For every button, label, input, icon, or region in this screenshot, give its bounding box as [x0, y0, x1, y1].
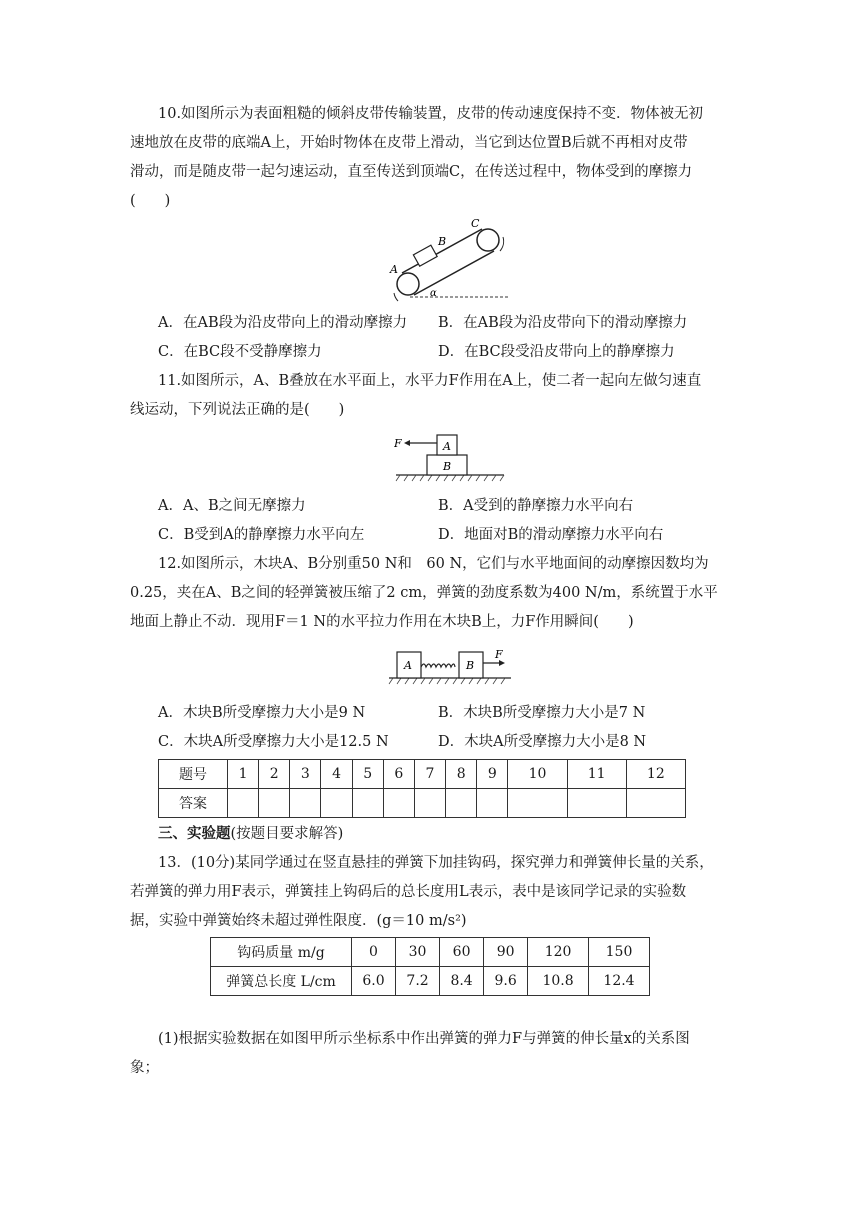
- q13-sub1-line-1: (1)根据实验数据在如图甲所示坐标系中作出弹簧的弹力F与弹簧的伸长量x的关系图: [158, 1031, 690, 1047]
- q10-option-a: A．在AB段为沿皮带向上的滑动摩擦力: [158, 315, 408, 331]
- q11-line-1: 11.如图所示，A、B叠放在水平面上，水平力F作用在A上，使二者一起向左做匀速直: [158, 373, 702, 389]
- question-number: 8: [446, 760, 477, 789]
- question-number: 10: [508, 760, 567, 789]
- experiment-data-table: [210, 937, 650, 996]
- label-c: C: [471, 217, 480, 230]
- q12-option-d: D．木块A所受摩擦力大小是8 N: [438, 734, 647, 750]
- q12-line-2: 0.25，夹在A、B之间的轻弹簧被压缩了2 cm，弹簧的劲度系数为400 N/m，系统置于水平: [130, 585, 718, 601]
- q12-option-a: A．木块B所受摩擦力大小是9 N: [158, 705, 366, 721]
- answer-cell[interactable]: [446, 789, 477, 818]
- answer-cell[interactable]: [228, 789, 259, 818]
- label-b: B: [443, 460, 452, 473]
- table-row: [211, 938, 650, 967]
- mass-label: 钩码质量 m/g: [211, 938, 352, 967]
- answer-row-label: 答案: [159, 789, 228, 818]
- section-title: 三、实验题: [158, 825, 231, 842]
- mass-value: 0: [352, 938, 396, 967]
- question-number: 5: [352, 760, 383, 789]
- question-number: 7: [414, 760, 445, 789]
- section-heading: [158, 824, 343, 844]
- q11-option-b: B．A受到的静摩擦力水平向右: [438, 498, 634, 514]
- length-label: 弹簧总长度 L/cm: [211, 967, 352, 996]
- q11-option-a: A．A、B之间无摩擦力: [158, 498, 306, 514]
- table-row: [211, 967, 650, 996]
- question-number: 4: [321, 760, 352, 789]
- answer-cell[interactable]: [383, 789, 414, 818]
- answer-table: [158, 759, 686, 818]
- label-b: B: [438, 235, 447, 248]
- length-value: 6.0: [352, 967, 396, 996]
- label-a: A: [404, 659, 412, 672]
- q13-line-3: 据，实验中弹簧始终未超过弹性限度．(g＝10 m/s²): [130, 913, 467, 929]
- question-number: 12: [626, 760, 685, 789]
- q12-line-3: 地面上静止不动．现用F＝1 N的水平拉力作用在木块B上，力F作用瞬间( ): [130, 614, 634, 630]
- label-f: F: [394, 437, 402, 450]
- answer-cell[interactable]: [414, 789, 445, 818]
- q10-line-4: ( ): [130, 193, 171, 209]
- q11-line-2: 线运动，下列说法正确的是( ): [130, 402, 345, 418]
- question-number: 3: [290, 760, 321, 789]
- label-f: F: [495, 648, 503, 661]
- length-value: 12.4: [589, 967, 650, 996]
- mass-value: 60: [440, 938, 484, 967]
- mass-value: 90: [484, 938, 528, 967]
- answer-cell[interactable]: [567, 789, 626, 818]
- q10-line-3: 滑动，而是随皮带一起匀速运动，直至传送到顶端C，在传送过程中，物体受到的摩擦力: [130, 164, 693, 180]
- q13-line-2: 若弹簧的弹力用F表示，弹簧挂上钩码后的总长度用L表示，表中是该同学记录的实验数: [130, 884, 687, 900]
- mass-value: 120: [528, 938, 589, 967]
- table-row: [159, 789, 686, 818]
- answer-table-header: 题号: [159, 760, 228, 789]
- q10-line-2: 速地放在皮带的底端A上，开始时物体在皮带上滑动，当它到达位置B后就不再相对皮带: [130, 135, 688, 151]
- q11-option-d: D．地面对B的滑动摩擦力水平向右: [438, 527, 664, 543]
- length-value: 8.4: [440, 967, 484, 996]
- answer-cell[interactable]: [321, 789, 352, 818]
- q13-line-1: 13．(10分)某同学通过在竖直悬挂的弹簧下加挂钩码，探究弹力和弹簧伸长量的关系，: [158, 855, 714, 871]
- label-a: A: [390, 263, 398, 276]
- section-note: (按题目要求解答): [230, 826, 344, 842]
- question-number: 9: [477, 760, 508, 789]
- q12-option-b: B．木块B所受摩擦力大小是7 N: [438, 705, 646, 721]
- q10-option-c: C．在BC段不受静摩擦力: [158, 344, 322, 360]
- table-row: [159, 760, 686, 789]
- question-number: 6: [383, 760, 414, 789]
- label-b: B: [466, 659, 475, 672]
- stacked-blocks-figure: [394, 430, 506, 484]
- q12-line-1: 12.如图所示，木块A、B分别重50 N和 60 N，它们与水平地面间的动摩擦因数均为: [158, 556, 709, 572]
- answer-cell[interactable]: [290, 789, 321, 818]
- length-value: 7.2: [396, 967, 440, 996]
- label-alpha: α: [430, 288, 437, 299]
- answer-cell[interactable]: [477, 789, 508, 818]
- q13-sub1-line-2: 象；: [130, 1060, 159, 1076]
- q11-option-c: C．B受到A的静摩擦力水平向左: [158, 527, 365, 543]
- mass-value: 30: [396, 938, 440, 967]
- q10-option-b: B．在AB段为沿皮带向下的滑动摩擦力: [438, 315, 688, 331]
- q10-option-d: D．在BC段受沿皮带向上的静摩擦力: [438, 344, 675, 360]
- spring-blocks-figure: [387, 646, 513, 688]
- question-number: 2: [259, 760, 290, 789]
- answer-cell[interactable]: [259, 789, 290, 818]
- length-value: 9.6: [484, 967, 528, 996]
- q12-option-c: C．木块A所受摩擦力大小是12.5 N: [158, 734, 389, 750]
- length-value: 10.8: [528, 967, 589, 996]
- question-number: 11: [567, 760, 626, 789]
- question-number: 1: [228, 760, 259, 789]
- conveyor-belt-figure: [380, 215, 510, 305]
- answer-cell[interactable]: [626, 789, 685, 818]
- label-a: A: [443, 440, 451, 453]
- q10-line-1: 10.如图所示为表面粗糙的倾斜皮带传输装置，皮带的传动速度保持不变．物体被无初: [158, 106, 704, 122]
- answer-cell[interactable]: [352, 789, 383, 818]
- answer-cell[interactable]: [508, 789, 567, 818]
- mass-value: 150: [589, 938, 650, 967]
